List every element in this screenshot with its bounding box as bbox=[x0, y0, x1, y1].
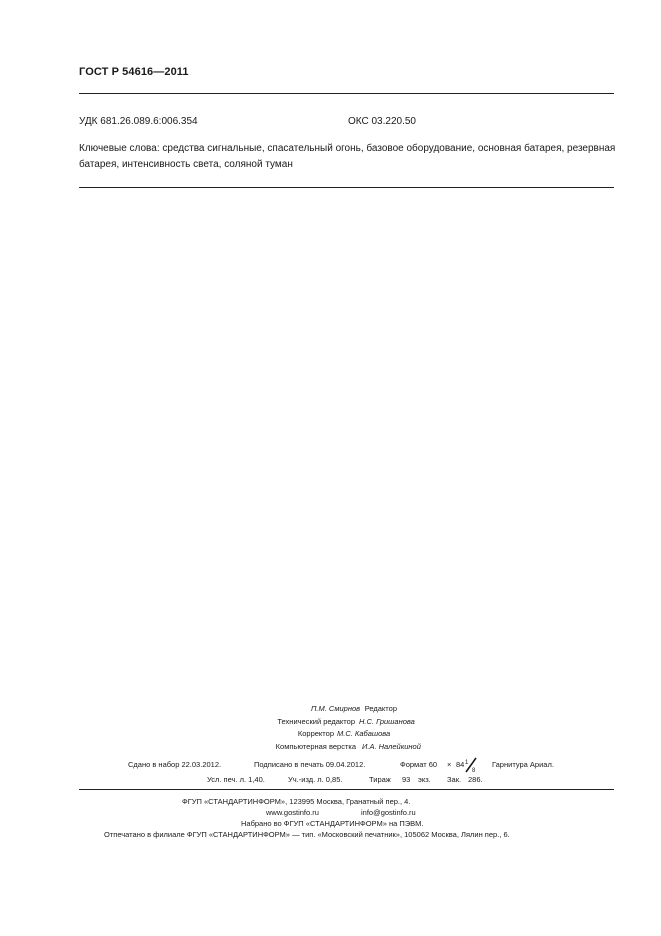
credit-proofreader bbox=[0, 728, 661, 741]
credit-name: М.С. Кабашова bbox=[337, 729, 391, 739]
website-link[interactable]: www.gostinfo.ru bbox=[266, 808, 319, 817]
format-fraction-denominator: 8 bbox=[472, 768, 476, 773]
typeset-note: Набрано во ФГУП «СТАНДАРТИНФОРМ» на ПЭВМ. bbox=[241, 819, 424, 828]
format-value: 84 bbox=[456, 760, 465, 769]
credit-editor bbox=[0, 703, 661, 716]
credit-label: Технический редактор bbox=[277, 716, 355, 726]
circulation-label: Тираж bbox=[369, 775, 391, 784]
credit-name: П.М. Смирнов bbox=[311, 704, 361, 713]
email-link[interactable]: info@gostinfo.ru bbox=[361, 808, 416, 817]
credit-layout bbox=[0, 741, 661, 754]
keywords-text: Ключевые слова: средства сигнальные, спасательный огонь, базовое оборудование, основная батарея, резервная батарея, интенсивность света, соляной туман bbox=[79, 143, 616, 170]
printed-note: Отпечатано в филиале ФГУП «СТАНДАРТИНФОРМ» — тип. «Московский печатник», 105062 Москва, Лялин пер., 6. bbox=[104, 830, 510, 839]
header-divider bbox=[79, 93, 614, 94]
print-sheets: Усл. печ. л. 1,40. bbox=[207, 775, 265, 784]
signed-date: Подписано в печать 09.04.2012. bbox=[254, 760, 366, 769]
footer-divider bbox=[79, 789, 614, 790]
format-label: Формат 60 bbox=[400, 760, 438, 769]
format-fraction-numerator: 1 bbox=[465, 760, 469, 766]
circulation-value: 93 bbox=[402, 775, 411, 784]
format-fraction bbox=[463, 757, 479, 773]
order-value: 286. bbox=[468, 775, 483, 784]
typeface: Гарнитура Ариал. bbox=[492, 760, 554, 769]
credit-name: Н.С. Гришанова bbox=[359, 716, 415, 726]
order-label: Зак. bbox=[447, 775, 462, 784]
publisher-address: ФГУП «СТАНДАРТИНФОРМ», 123995 Москва, Гранатный пер., 4. bbox=[182, 797, 411, 806]
credit-label: Корректор bbox=[297, 729, 334, 739]
circulation-unit: экз. bbox=[418, 775, 431, 784]
credits-block bbox=[0, 703, 661, 753]
format-times: × bbox=[447, 760, 452, 769]
submitted-date: Сдано в набор 22.03.2012. bbox=[128, 760, 222, 769]
oks-code: ОКС 03.220.50 bbox=[348, 116, 416, 127]
udk-code: УДК 681.26.089.6:006.354 bbox=[79, 116, 198, 127]
credit-tech-editor bbox=[0, 716, 661, 729]
pub-sheets: Уч.-изд. л. 0,85. bbox=[288, 775, 343, 784]
keywords-divider bbox=[79, 187, 614, 188]
credit-name: И.А. Налейкиной bbox=[362, 741, 421, 751]
document-code: ГОСТ Р 54616—2011 bbox=[79, 66, 189, 78]
credit-label: Редактор bbox=[364, 704, 397, 713]
credit-label: Компьютерная верстка bbox=[275, 741, 356, 751]
